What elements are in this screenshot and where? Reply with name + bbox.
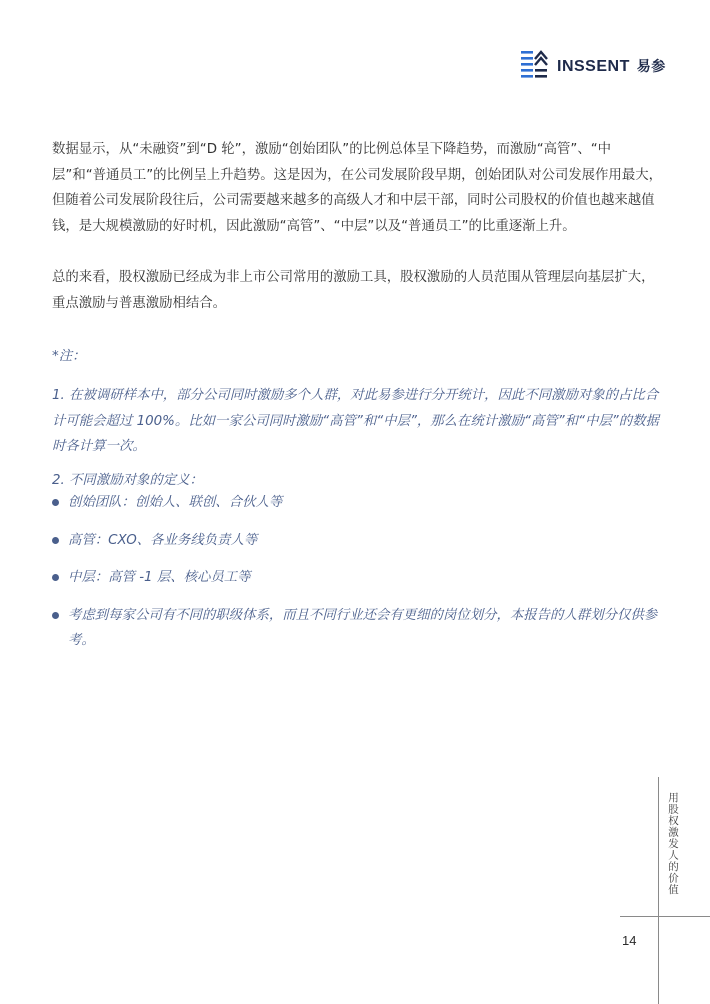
definition-list: [52, 490, 662, 666]
list-item-text: 创始团队：创始人、联创、合伙人等: [68, 495, 283, 510]
bullet-dot-icon: [52, 537, 59, 544]
note-2: 2. 不同激励对象的定义：: [52, 473, 203, 489]
list-item: [52, 528, 662, 554]
insSent-logo-icon: [519, 49, 549, 83]
bullet-dot-icon: [52, 574, 59, 581]
list-item-text: 中层：高管 -1 层、核心员工等: [68, 570, 251, 585]
bullet-dot-icon: [52, 612, 59, 619]
list-item: [52, 565, 662, 591]
page-number: 14: [622, 933, 637, 948]
side-slogan: 用股权激发人的价值: [667, 792, 679, 896]
list-item: [52, 490, 662, 516]
logo-wordmark: INSSENT: [557, 58, 630, 75]
side-divider-vertical: [658, 777, 659, 1004]
body-paragraph-2: 总的来看，股权激励已经成为非上市公司常用的激励工具，股权激励的人员范围从管理层向基层扩大，重点激励与普惠激励相结合。: [52, 270, 655, 311]
notes-title: *注：: [52, 349, 86, 365]
side-divider-horizontal: [620, 916, 710, 917]
list-item: [52, 603, 662, 654]
list-item-text: 高管：CXO、各业务线负责人等: [68, 532, 258, 548]
body-paragraph-1: 数据显示，从“未融资”到“D 轮”，激励“创始团队”的比例总体呈下降趋势，而激励“高管”、“中层”和“普通员工”的比例呈上升趋势。这是因为，在公司发展阶段早期，创始团队对公司发展作用最大，但随着公司发展阶段往后，公司需要越来越多的高级人才和中层干部，同时公司股权的价值也越来越值钱，是大规模激励的好时机，因此激励“高管”、“中层”以及“普通员工”的比重逐渐上升。: [52, 142, 662, 234]
brand-logo: [519, 48, 666, 84]
list-item-text: 考虑到每家公司有不同的职级体系，而且不同行业还会有更细的岗位划分，本报告的人群划分仅供参考。: [68, 607, 658, 648]
logo-chinese: 易参: [636, 58, 666, 74]
bullet-dot-icon: [52, 499, 59, 506]
logo-text: [557, 56, 666, 76]
note-1: 1. 在被调研样本中，部分公司同时激励多个人群，对此易参进行分开统计，因此不同激励对象的占比合计可能会超过 100%。比如一家公司同时激励“高管”和“中层”，那么在统计激励“高管”和“中层”的数据时各计算一次。: [52, 388, 659, 455]
